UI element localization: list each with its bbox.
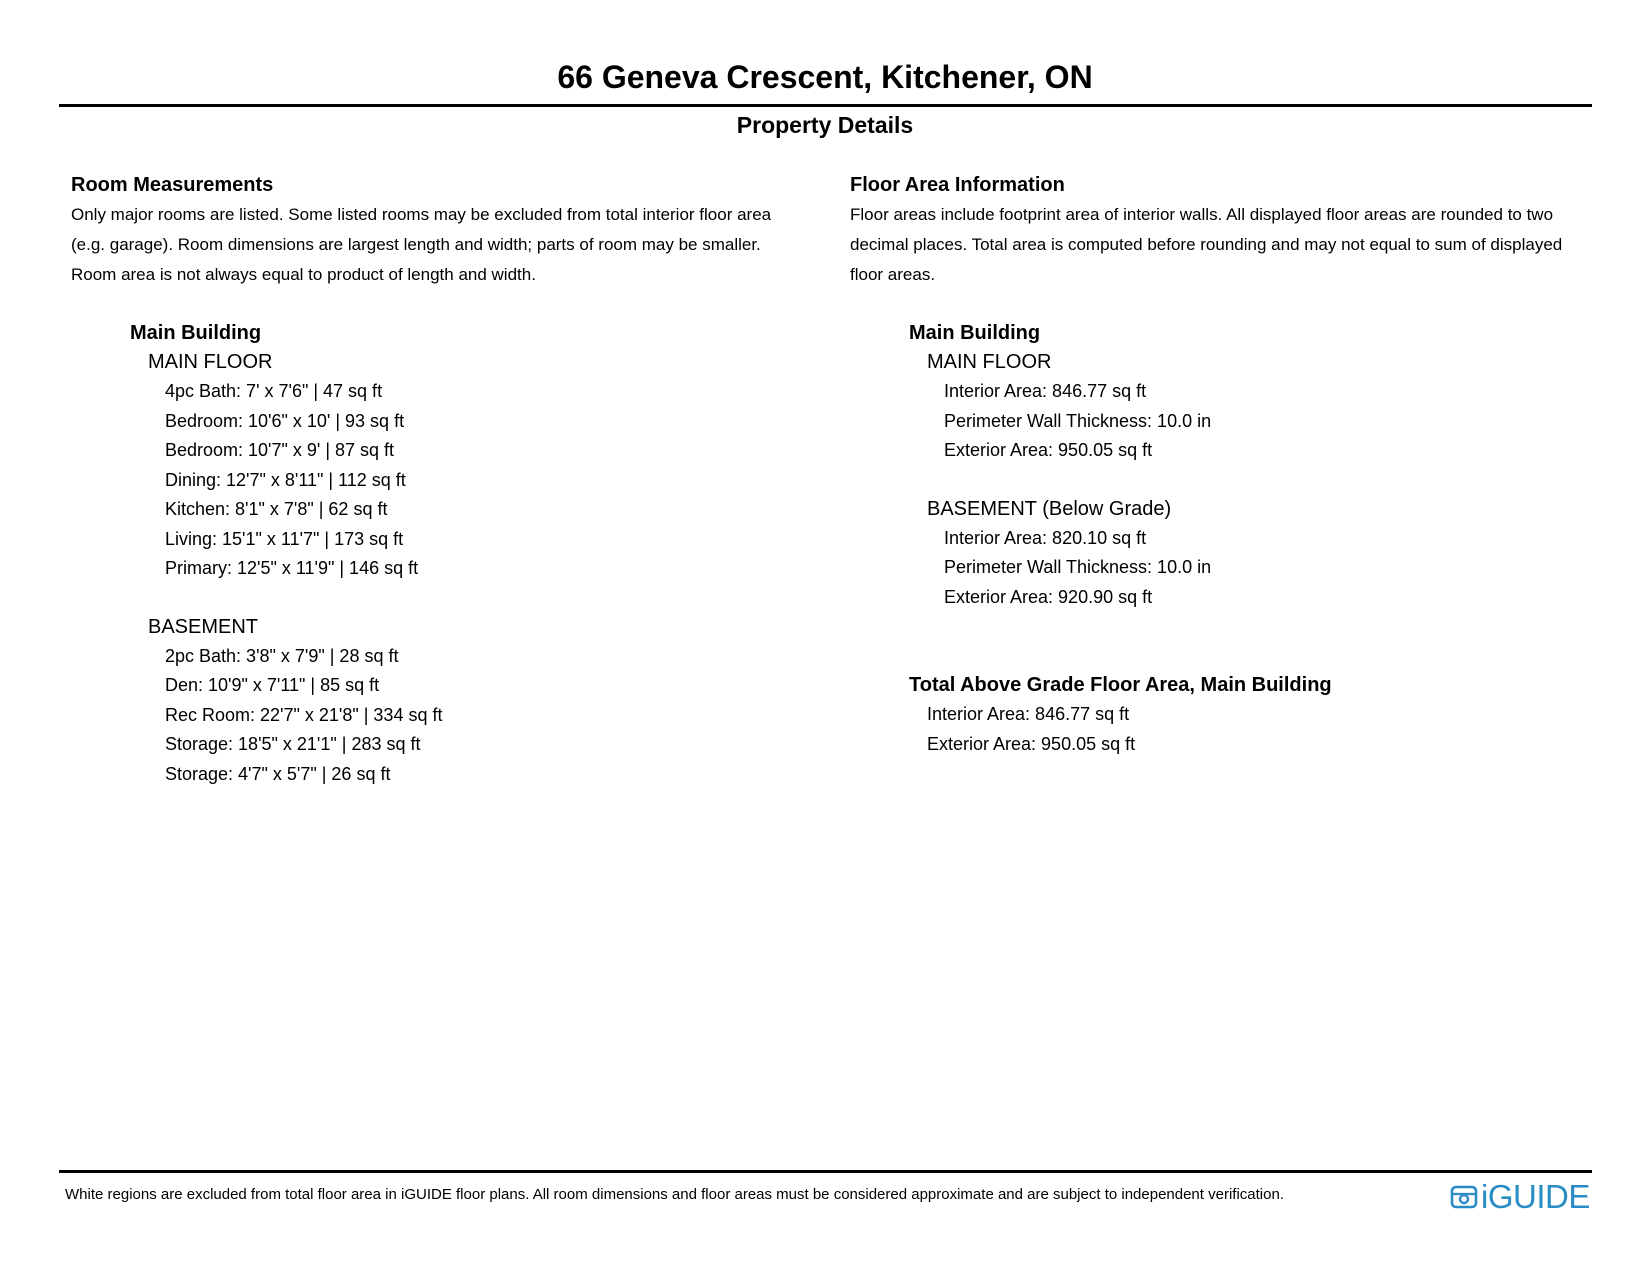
- iguide-logo: [1450, 1178, 1590, 1216]
- description-line: Room area is not always equal to product of length and width.: [71, 265, 536, 284]
- floor-name: MAIN FLOOR: [927, 351, 1052, 373]
- floor-area-heading: Floor Area Information: [850, 174, 1065, 196]
- area-floor-basement: [909, 495, 1630, 613]
- floor-name: MAIN FLOOR: [148, 351, 273, 373]
- area-building-block: [850, 318, 1630, 612]
- floor-basement: [130, 613, 831, 790]
- room-item: Den: 10'9" x 7'11" | 85 sq ft: [165, 675, 380, 695]
- floor-name: BASEMENT: [148, 615, 259, 638]
- iguide-camera-icon: [1450, 1183, 1478, 1211]
- room-building-block: [71, 318, 831, 789]
- room-item: Dining: 12'7" x 8'11" | 112 sq ft: [165, 469, 406, 490]
- building-title: Main Building: [909, 322, 1041, 344]
- area-item: Interior Area: 846.77 sq ft: [944, 381, 1147, 401]
- floor-name: BASEMENT (Below Grade): [927, 497, 1172, 520]
- area-item: Exterior Area: 950.05 sq ft: [944, 440, 1153, 460]
- page-title: 66 Geneva Crescent, Kitchener, ON: [557, 59, 1093, 95]
- room-item: Storage: 4'7" x 5'7" | 26 sq ft: [165, 763, 391, 784]
- room-item: 2pc Bath: 3'8" x 7'9" | 28 sq ft: [165, 645, 399, 666]
- room-item: 4pc Bath: 7' x 7'6" | 47 sq ft: [165, 381, 383, 401]
- total-area-item: Exterior Area: 950.05 sq ft: [927, 733, 1136, 754]
- area-item: Perimeter Wall Thickness: 10.0 in: [944, 557, 1212, 577]
- room-measurements-description: [71, 200, 831, 290]
- building-title: Main Building: [130, 322, 262, 344]
- description-line: floor areas.: [850, 265, 936, 284]
- footer-divider: [59, 1170, 1592, 1173]
- total-area-item: Interior Area: 846.77 sq ft: [927, 704, 1130, 724]
- room-item: Primary: 12'5" x 11'9" | 146 sq ft: [165, 558, 419, 578]
- description-line: Floor areas include footprint area of interior walls. All displayed floor areas are rounded to two: [850, 205, 1554, 224]
- floor-main: [130, 348, 831, 584]
- spacer: [909, 466, 1630, 495]
- description-line: Only major rooms are listed. Some listed rooms may be excluded from total interior floor area: [71, 205, 772, 224]
- description-line: decimal places. Total area is computed before rounding and may not equal to sum of displayed: [850, 235, 1563, 254]
- room-measurements-section: [71, 170, 831, 789]
- area-item: Exterior Area: 920.90 sq ft: [944, 586, 1153, 607]
- area-item: Interior Area: 820.10 sq ft: [944, 527, 1147, 548]
- room-item: Bedroom: 10'6" x 10' | 93 sq ft: [165, 410, 405, 431]
- room-item: Rec Room: 22'7" x 21'8" | 334 sq ft: [165, 704, 443, 725]
- area-item: Perimeter Wall Thickness: 10.0 in: [944, 410, 1212, 431]
- room-item: Storage: 18'5" x 21'1" | 283 sq ft: [165, 734, 421, 754]
- floor-area-description: [850, 200, 1630, 290]
- room-measurements-heading: Room Measurements: [71, 174, 274, 196]
- floor-area-section: [850, 170, 1630, 759]
- description-line: (e.g. garage). Room dimensions are largest length and width; parts of room may be smaller.: [71, 235, 761, 254]
- total-area-block: [850, 670, 1630, 759]
- title-divider: [59, 104, 1592, 107]
- footer-disclaimer: White regions are excluded from total floor area in iGUIDE floor plans. All room dimensions and floor areas must be considered approximate and are subject to independent verification.: [65, 1186, 1284, 1203]
- total-area-title: Total Above Grade Floor Area, Main Building: [909, 674, 1332, 696]
- iguide-logo-text: iGUIDE: [1481, 1178, 1590, 1215]
- spacer: [130, 584, 831, 613]
- page-subtitle: Property Details: [736, 112, 914, 138]
- room-item: Bedroom: 10'7" x 9' | 87 sq ft: [165, 440, 395, 460]
- room-item: Living: 15'1" x 11'7" | 173 sq ft: [165, 528, 404, 549]
- room-item: Kitchen: 8'1" x 7'8" | 62 sq ft: [165, 499, 388, 519]
- area-floor-main: [909, 348, 1630, 466]
